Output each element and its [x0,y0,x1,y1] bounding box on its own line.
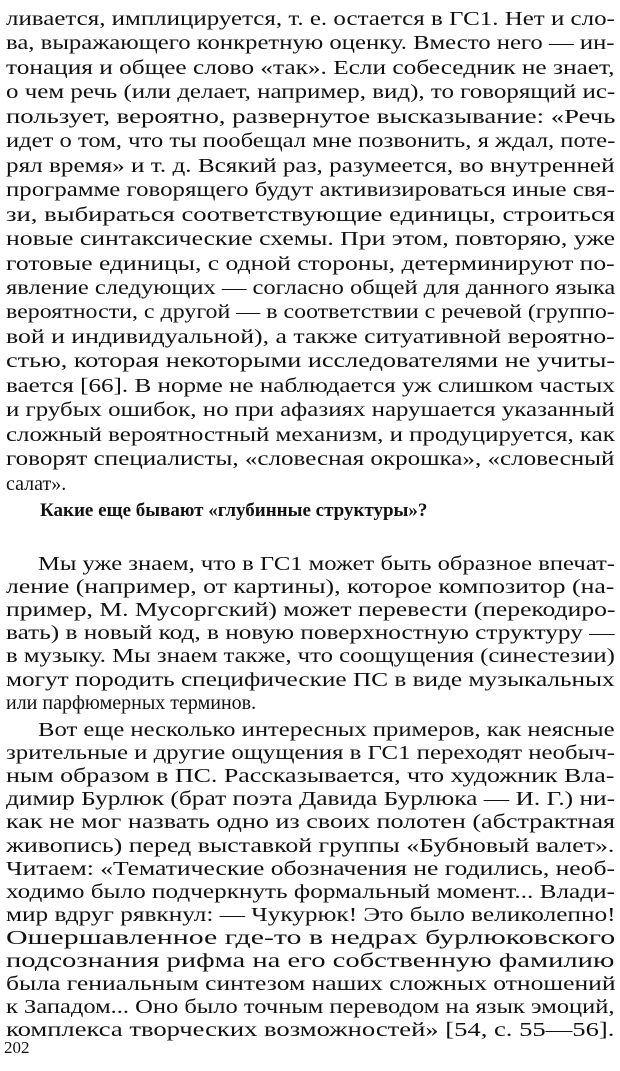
text-line: вероятности, с другой — в соответствии с речевой (группо- [6,301,615,324]
text-line: вой и индивидуальной), а также ситуативной вероятно- [6,325,615,348]
text-line: ливается, имплицируется, т. е. остается в ГС1. Нет и сло- [6,8,615,30]
text-line: говорят специалисты, «словесная окрошка», «словесный [6,448,615,471]
text-line: пример, М. Мусоргский) может перевести (перекодиро- [6,599,616,622]
text-line: подсознания рифма на его собственную фамилию [6,950,615,972]
text-line: готовые единицы, с одной стороны, детерминируют по- [6,252,615,275]
text-line: явление следующих — согласно общей для данного языка [6,276,616,299]
text-line: комплекса творческих возможностей» [54, с. 55—56]. [6,1019,615,1042]
text-line: рял время» и т. д. Всякий раз, разумеется, во внутренней [6,154,615,177]
text-line: Ошершавленное где-то в недрах бурлюковского [6,926,616,949]
text-line: или парфюмерных терминов. [6,691,257,714]
text-line: ходимо было подчеркнуть формальный момент... Влади- [6,880,615,903]
text-line: и грубых ошибок, но при афазиях нарушается указанный [6,399,615,422]
text-line: ление (например, от картины), которое композитор (на- [6,576,615,599]
text-line: вать) в новый код, в новую поверхностную структуру — [6,622,615,645]
text-line: сложный вероятностный механизм, и продуцируется, как [6,423,615,446]
text-line: зи, выбираться соответствующие единицы, строиться [6,203,616,226]
text-line: живопись) перед выставкой группы «Бубновый валет». [6,834,615,857]
text-line: была гениальным синтезом наших сложных отношений [6,973,616,996]
text-line: к Западом... Оно было точным переводом на язык эмоций, [6,996,615,1019]
text-line: как не мог назвать одно из своих полотен (абстрактная [6,811,616,834]
text-line: Мы уже знаем, что в ГС1 может быть образное впечат- [38,553,615,575]
text-line: о чем речь (или делает, например, вид), то говорящий ис- [6,81,616,104]
text-line: ва, выражающего конкретную оценку. Вместо него — ин- [6,32,615,55]
text-line: салат». [6,472,67,495]
text-line: могут породить специфические ПС в виде музыкальных [6,668,615,691]
section-heading: Какие еще бывают «глубинные структуры»? [40,500,428,521]
text-line: пользует, вероятно, развернутое высказывание: «Речь [6,105,616,128]
text-line: ным образом в ПС. Рассказывается, что художник Вла- [6,765,615,788]
text-line: димир Бурлюк (брат поэта Давида Бурлюка — И. Г.) ни- [6,788,616,811]
text-line: вается [66]. В норме не наблюдается уж слишком частых [6,374,615,397]
text-line: Читаем: «Тематические обозначения не годились, необ- [6,857,615,880]
text-line: зрительные и другие ощущения в ГС1 переходят необыч- [6,742,615,765]
text-line: новые синтаксические схемы. При этом, повторяю, уже [6,228,616,251]
text-line: программе говорящего будут активизироваться иные свя- [6,179,615,202]
text-line: идет о том, что ты пообещал мне позвонить, я ждал, поте- [6,130,616,153]
text-line: Вот еще несколько интересных примеров, как неясные [38,719,615,741]
text-line: мир вдруг рявкнул: — Чукурюк! Это было великолепно! [6,903,616,926]
text-line: тонация и общее слово «так». Если собеседник не знает, [6,56,615,79]
text-line: стью, которая некоторыми исследователями не учиты- [6,350,616,373]
page-number: 202 [4,1038,30,1057]
text-line: в музыку. Мы знаем также, что соощущения (синестезии) [6,645,615,668]
